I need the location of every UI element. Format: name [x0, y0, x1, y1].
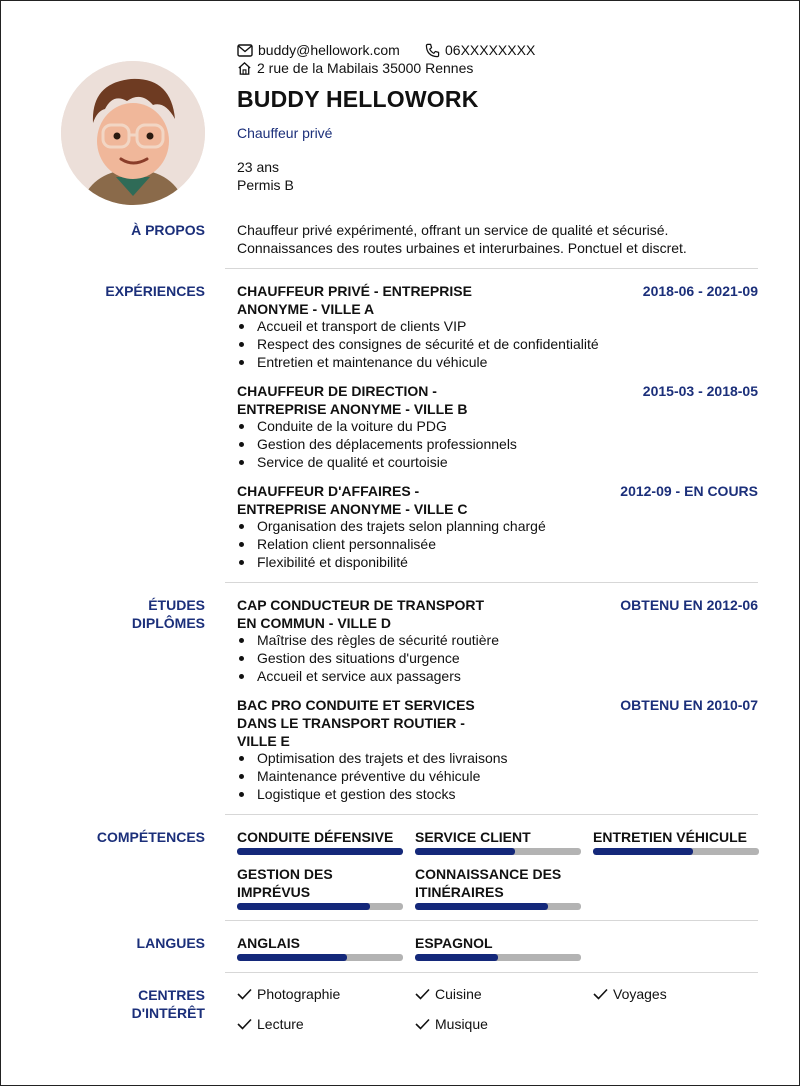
- interest-item: [415, 1016, 488, 1032]
- section-label-experiences: EXPÉRIENCES: [105, 283, 205, 299]
- divider: [225, 920, 758, 921]
- section-label-education: [20, 596, 205, 632]
- interest-label: Lecture: [257, 1016, 304, 1032]
- divider: [225, 582, 758, 583]
- divider: [225, 268, 758, 269]
- about-text: [237, 221, 687, 257]
- phone-icon: [425, 43, 440, 58]
- label-line: CENTRES: [138, 987, 205, 1003]
- section-label-about: À PROPOS: [131, 222, 205, 238]
- section-label-languages: LANGUES: [136, 935, 205, 951]
- skill-item: [415, 828, 581, 855]
- skill-label: ITINÉRAIRES: [415, 884, 504, 900]
- language-bar-fill: [415, 954, 498, 961]
- title-line: DANS LE TRANSPORT ROUTIER -: [237, 715, 465, 731]
- job-title: Chauffeur privé: [237, 125, 333, 141]
- check-icon: [237, 1018, 252, 1030]
- bullet-item: Maîtrise des règles de sécurité routière: [237, 631, 499, 649]
- email-text[interactable]: buddy@hellowork.com: [258, 42, 400, 58]
- title-line: ANONYME - VILLE A: [237, 301, 375, 317]
- check-icon: [237, 988, 252, 1000]
- interest-label: Cuisine: [435, 986, 482, 1002]
- experience-title: [237, 282, 502, 318]
- phone-text[interactable]: 06XXXXXXXX: [445, 42, 536, 58]
- skill-bar-fill: [593, 848, 693, 855]
- experience-title: [237, 482, 502, 518]
- check-icon: [415, 1018, 430, 1030]
- candidate-name: BUDDY HELLOWORK: [237, 86, 479, 112]
- age: 23 ans: [237, 159, 280, 175]
- title-line: CHAUFFEUR PRIVÉ - ENTREPRISE: [237, 283, 472, 299]
- title-line: EN COMMUN - VILLE D: [237, 615, 391, 631]
- skill-label: ENTRETIEN VÉHICULE: [593, 829, 748, 845]
- bullet-item: Entretien et maintenance du véhicule: [237, 353, 599, 371]
- skill-bar-fill: [237, 848, 403, 855]
- interest-item: [415, 986, 482, 1002]
- title-line: CHAUFFEUR D'AFFAIRES -: [237, 483, 420, 499]
- education-date: OBTENU EN 2012-06: [620, 597, 758, 613]
- bullet-item: Gestion des déplacements professionnels: [237, 435, 517, 453]
- driving-license: Permis B: [237, 177, 294, 193]
- title-line: CHAUFFEUR DE DIRECTION -: [237, 383, 437, 399]
- bullet-item: Maintenance préventive du véhicule: [237, 767, 508, 785]
- interest-label: Voyages: [613, 986, 667, 1002]
- bullet-item: Accueil et transport de clients VIP: [237, 317, 599, 335]
- experience-date: 2015-03 - 2018-05: [642, 383, 758, 399]
- interest-label: Musique: [435, 1016, 488, 1032]
- education-title: [237, 596, 502, 632]
- bullet-item: Optimisation des trajets et des livraisons: [237, 749, 508, 767]
- skill-label: CONNAISSANCE DES: [415, 866, 562, 882]
- title-line: CAP CONDUCTEUR DE TRANSPORT: [237, 597, 485, 613]
- education-bullets: [237, 749, 508, 803]
- skill-label: IMPRÉVUS: [237, 884, 311, 900]
- skill-bar: [237, 903, 403, 910]
- skill-bar: [415, 848, 581, 855]
- skill-bar: [593, 848, 759, 855]
- skill-item: [237, 828, 403, 855]
- experience-bullets: [237, 317, 599, 371]
- divider: [225, 972, 758, 973]
- bullet-item: Respect des consignes de sécurité et de confidentialité: [237, 335, 599, 353]
- education-bullets: [237, 631, 499, 685]
- experience-date: 2018-06 - 2021-09: [642, 283, 758, 299]
- about-line: Connaissances des routes urbaines et interurbaines. Ponctuel et discret.: [237, 240, 687, 256]
- skill-label: GESTION DES: [237, 866, 333, 882]
- label-line: DIPLÔMES: [131, 615, 205, 631]
- address-contact: [237, 60, 473, 76]
- skill-label: SERVICE CLIENT: [415, 829, 531, 845]
- skill-bar: [237, 848, 403, 855]
- interest-label: Photographie: [257, 986, 341, 1002]
- language-bar: [237, 954, 403, 961]
- address-text: 2 rue de la Mabilais 35000 Rennes: [257, 60, 474, 76]
- experience-bullets: [237, 417, 517, 471]
- about-line: Chauffeur privé expérimenté, offrant un service de qualité et sécurisé.: [237, 222, 669, 238]
- skill-item: [593, 828, 759, 855]
- experience-title: [237, 382, 502, 418]
- skill-bar-fill: [415, 848, 515, 855]
- title-line: ENTREPRISE ANONYME - VILLE C: [237, 501, 468, 517]
- language-bar-fill: [237, 954, 347, 961]
- bullet-item: Gestion des situations d'urgence: [237, 649, 499, 667]
- bullet-item: Flexibilité et disponibilité: [237, 553, 546, 571]
- language-item: [237, 934, 403, 961]
- bullet-item: Relation client personnalisée: [237, 535, 546, 553]
- home-icon: [237, 61, 252, 76]
- label-line: D'INTÉRÊT: [131, 1005, 205, 1021]
- check-icon: [415, 988, 430, 1000]
- bullet-item: Organisation des trajets selon planning chargé: [237, 517, 546, 535]
- education-title: [237, 696, 502, 750]
- skill-label: CONDUITE DÉFENSIVE: [237, 829, 394, 845]
- envelope-icon: [237, 44, 253, 57]
- experience-bullets: [237, 517, 546, 571]
- email-contact: [237, 42, 400, 58]
- bullet-item: Accueil et service aux passagers: [237, 667, 499, 685]
- interest-item: [237, 986, 340, 1002]
- bullet-item: Conduite de la voiture du PDG: [237, 417, 517, 435]
- check-icon: [593, 988, 608, 1000]
- skill-bar: [415, 903, 581, 910]
- skill-item: [415, 865, 581, 910]
- education-date: OBTENU EN 2010-07: [620, 697, 758, 713]
- language-label: ESPAGNOL: [415, 935, 493, 951]
- phone-contact: [425, 42, 535, 58]
- bullet-item: Service de qualité et courtoisie: [237, 453, 517, 471]
- skill-bar-fill: [237, 903, 370, 910]
- language-item: [415, 934, 581, 961]
- bullet-item: Logistique et gestion des stocks: [237, 785, 508, 803]
- language-bar: [415, 954, 581, 961]
- title-line: VILLE E: [237, 733, 290, 749]
- interest-item: [593, 986, 667, 1002]
- skill-item: [237, 865, 403, 910]
- language-label: ANGLAIS: [237, 935, 300, 951]
- title-line: ENTREPRISE ANONYME - VILLE B: [237, 401, 468, 417]
- section-label-interests: [20, 986, 205, 1022]
- avatar: [61, 61, 205, 205]
- label-line: ÉTUDES: [148, 597, 205, 613]
- title-line: BAC PRO CONDUITE ET SERVICES: [237, 697, 475, 713]
- interest-item: [237, 1016, 304, 1032]
- experience-date: 2012-09 - EN COURS: [620, 483, 758, 499]
- section-label-skills: COMPÉTENCES: [96, 829, 205, 845]
- skill-bar-fill: [415, 903, 548, 910]
- divider: [225, 814, 758, 815]
